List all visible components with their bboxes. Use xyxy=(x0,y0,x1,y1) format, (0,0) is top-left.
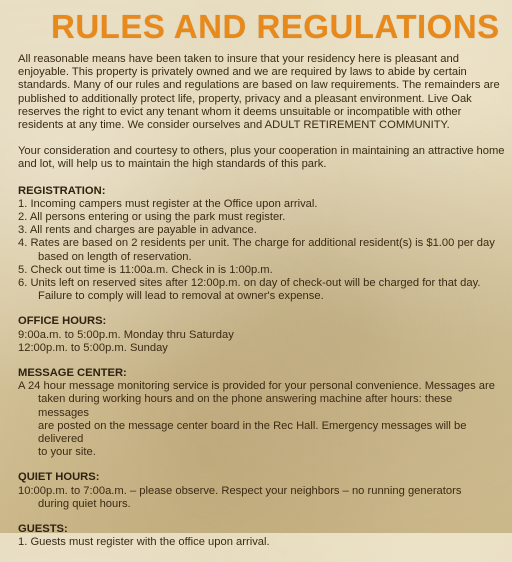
rule-item: 6. Units left on reserved sites after 12:00p.m. on day of check-out will be charged for that day. xyxy=(18,277,481,290)
message-line-continuation: taken during working hours and on the phone answering machine after hours: these messages xyxy=(38,393,453,419)
registration-section xyxy=(18,185,506,304)
rule-item: 4. Rates are based on 2 residents per unit. The charge for additional resident(s) is $1.00 per day xyxy=(18,237,495,250)
message-line-continuation: to your site. xyxy=(38,446,96,459)
section-heading: REGISTRATION: xyxy=(18,184,106,197)
hours-line: 9:00a.m. to 5:00p.m. Monday thru Saturday xyxy=(18,328,234,341)
guests-section xyxy=(18,523,506,549)
message-center-section xyxy=(18,367,506,459)
section-heading: GUESTS: xyxy=(18,523,68,536)
quiet-line-continuation: during quiet hours. xyxy=(38,497,131,510)
rule-item: 3. All rents and charges are payable in advance. xyxy=(18,224,257,237)
section-heading: OFFICE HOURS: xyxy=(18,315,107,328)
courtesy-paragraph: Your consideration and courtesy to others, plus your cooperation in maintaining an attractive home and lot, will help us to maintain the high standards of this park. xyxy=(18,145,505,171)
section-heading: MESSAGE CENTER: xyxy=(18,367,127,380)
guest-rule: 1. Guests must register with the office upon arrival. xyxy=(18,536,270,549)
hours-line: 12:00p.m. to 5:00p.m. Sunday xyxy=(18,341,168,354)
message-line: A 24 hour message monitoring service is provided for your personal convenience. Messages are xyxy=(18,380,495,393)
quiet-hours-section xyxy=(18,471,506,511)
page-title: RULES AND REGULATIONS xyxy=(51,8,500,45)
rules-content xyxy=(18,53,506,562)
section-heading: QUIET HOURS: xyxy=(18,471,100,484)
quiet-line: 10:00p.m. to 7:00a.m. – please observe. Respect your neighbors – no running generators xyxy=(18,484,462,497)
rule-item: 2. All persons entering or using the park must register. xyxy=(18,211,286,224)
rule-item: 5. Check out time is 11:00a.m. Check in is 1:00p.m. xyxy=(18,263,273,276)
rule-item-continuation: based on length of reservation. xyxy=(38,250,192,263)
intro-paragraph: All reasonable means have been taken to insure that your residency here is pleasant and enjoyable. This property is privately owned and we are required by laws to abide by certain standards. Many of our rules and regulations are based on law requirements. The remainders are published to additionally protect life, property, privacy and a pleasant environment. Live Oak reserves the right to evict any tenant whom it deems unsuitable or incompatible with other residents at any time. We consider ourselves and ADULT RETIREMENT COMMUNITY. xyxy=(18,53,500,132)
office-hours-section xyxy=(18,315,506,355)
rule-item-continuation: Failure to comply will lead to removal at owner's expense. xyxy=(38,290,324,303)
rule-item: 1. Incoming campers must register at the Office upon arrival. xyxy=(18,197,318,210)
message-line-continuation: are posted on the message center board in the Rec Hall. Emergency messages will be delivered xyxy=(38,419,467,446)
